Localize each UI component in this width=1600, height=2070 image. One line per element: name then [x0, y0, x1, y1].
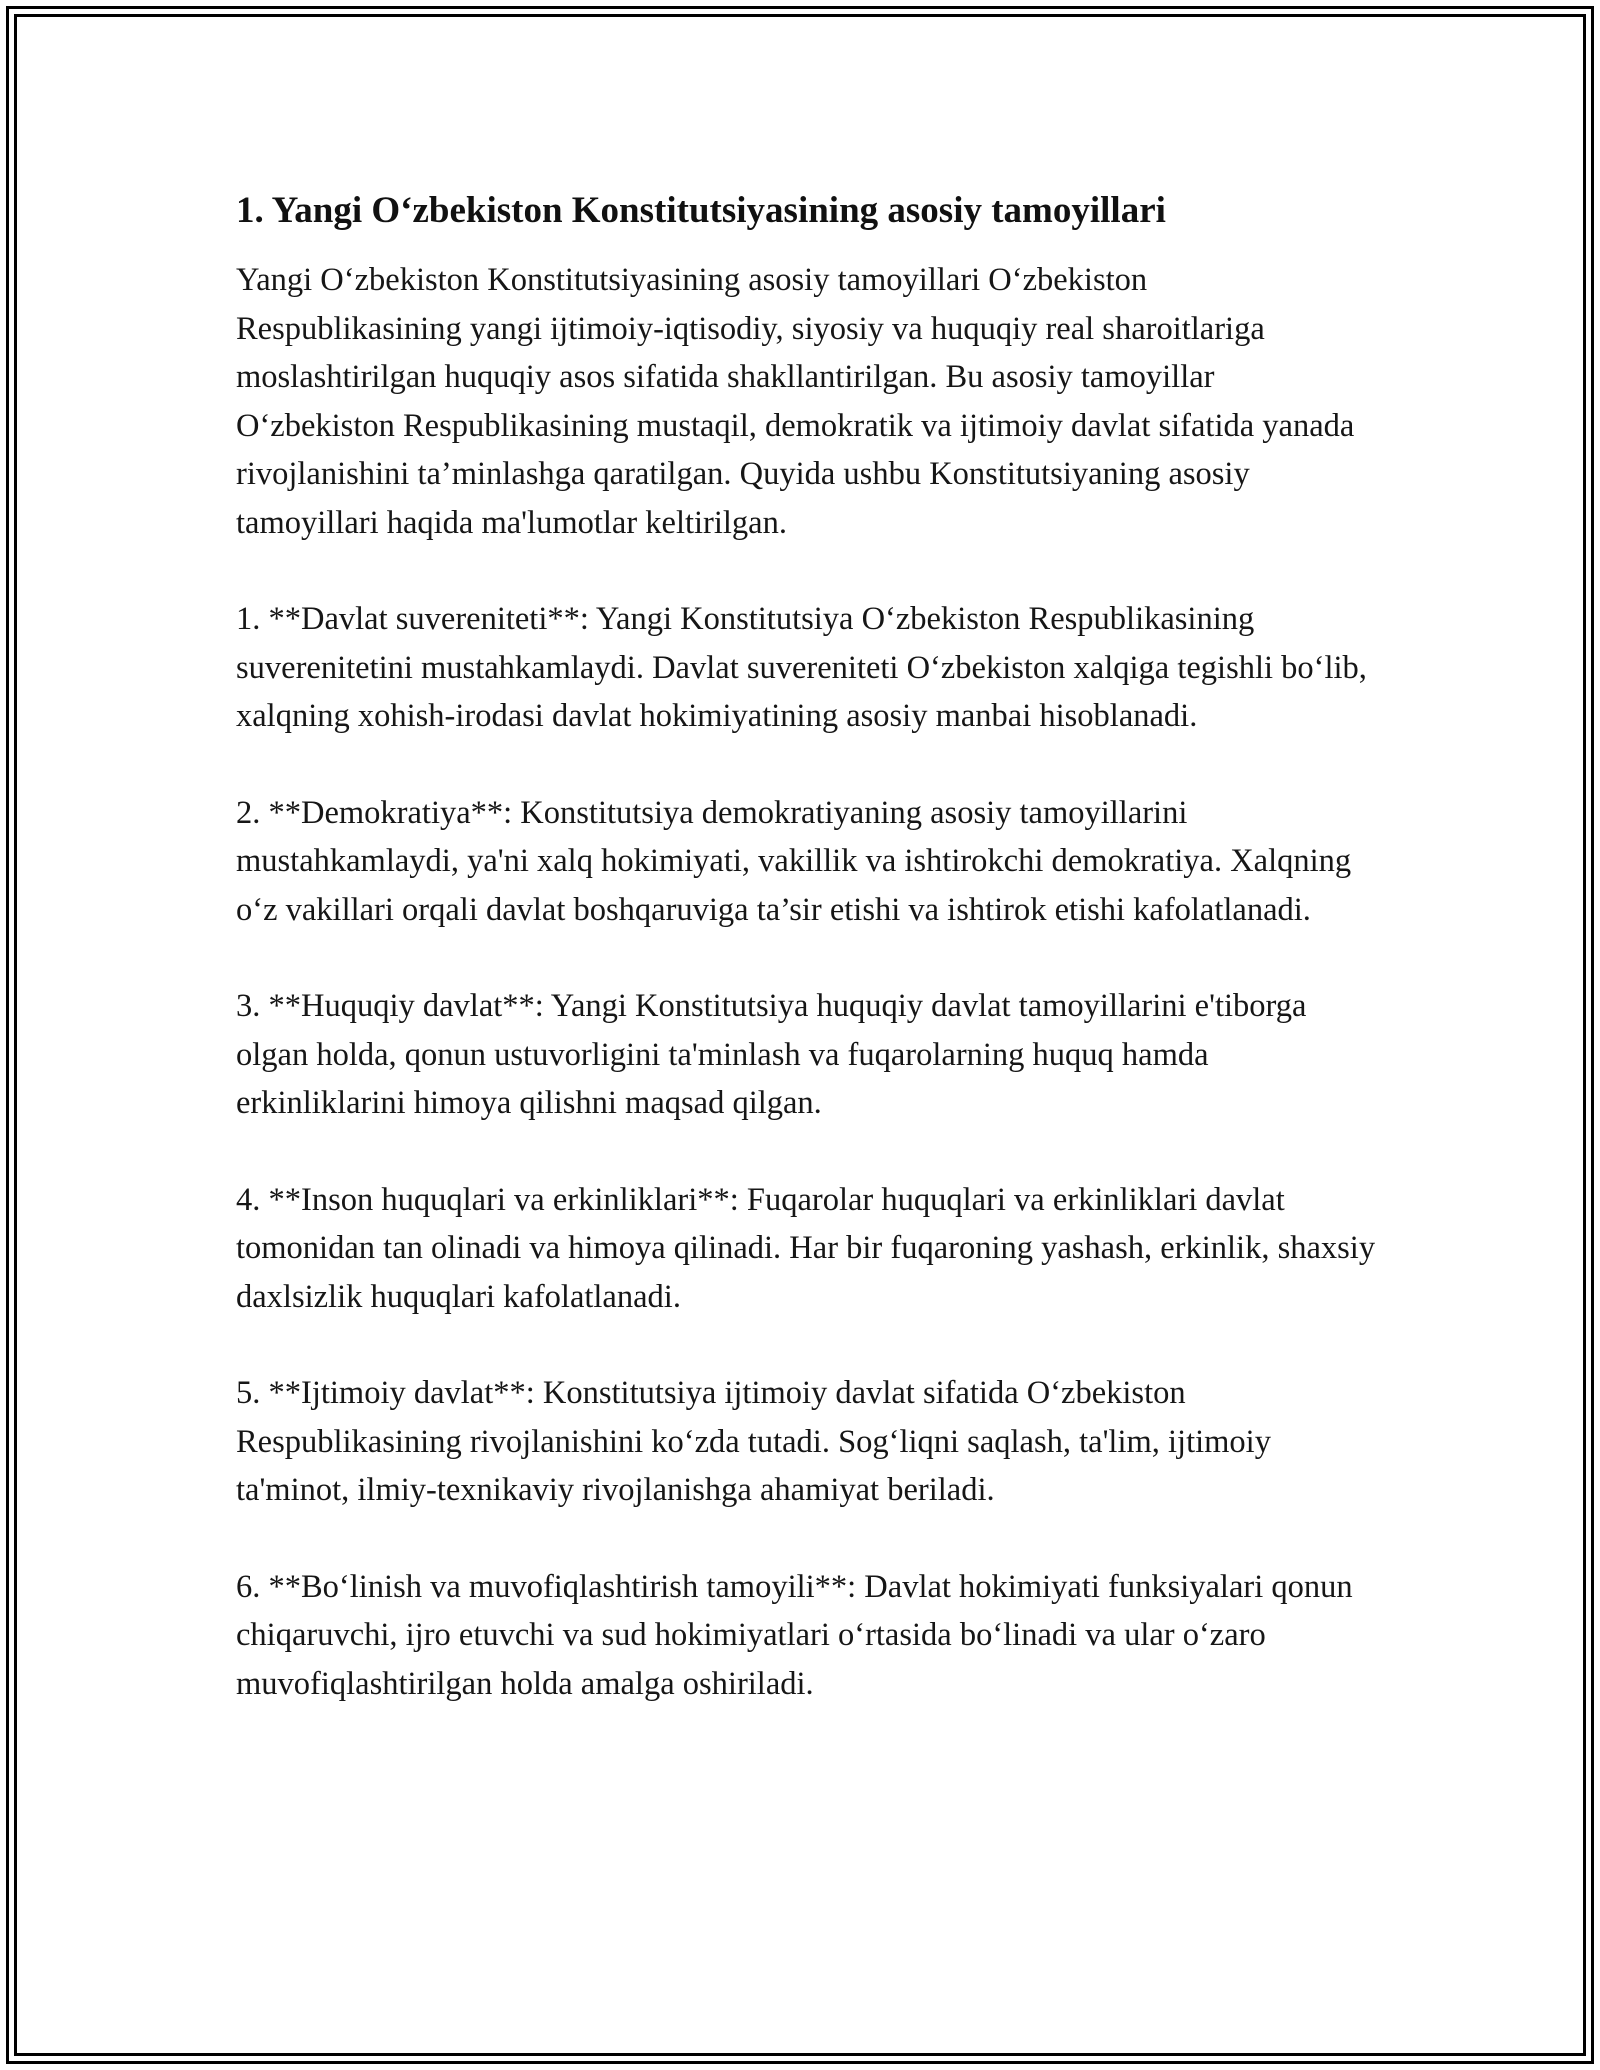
principle-item-3: 3. **Huquqiy davlat**: Yangi Konstitutsiya huquqiy davlat tamoyillarini e'tiborga olgan holda, qonun ustuvorligini ta'minlash va fuqarolarning huquq hamda erkinliklarini himoya qilishni maqsad qilgan.	[236, 988, 1307, 1121]
intro-paragraph: Yangi O‘zbekiston Konstitutsiyasining asosiy tamoyillari O‘zbekiston Respublikasining yangi ijtimoiy-iqtisodiy, siyosiy va huquqiy real sharoitlariga moslashtirilgan huquqiy asos sifatida shakllantirilgan. Bu asosiy tamoyillar O‘zbekiston Respublikasining mustaqil, demokratik va ijtimoiy davlat sifatida yanada rivojlanishini ta’minlashga qaratilgan. Quyida ushbu Konstitutsiyaning asosiy tamoyillari haqida ma'lumotlar keltirilgan.	[236, 262, 1355, 541]
principle-item-1: 1. **Davlat suvereniteti**: Yangi Konstitutsiya O‘zbekiston Respublikasining suverenitetini mustahkamlaydi. Davlat suvereniteti O‘zbekiston xalqiga tegishli bo‘lib, xalqning xohish-irodasi davlat hokimiyatining asosiy manbai hisoblanadi.	[236, 601, 1367, 734]
document-body	[236, 186, 1376, 1756]
document-title: 1. Yangi O‘zbekiston Konstitutsiyasining asosiy tamoyillari	[236, 190, 1166, 231]
principle-item-4: 4. **Inson huquqlari va erkinliklari**: Fuqarolar huquqlari va erkinliklari davlat tomonidan tan olinadi va himoya qilinadi. Har bir fuqaroning yashash, erkinlik, shaxsiy daxlsizlik huquqlari kafolatlanadi.	[236, 1181, 1376, 1315]
principle-item-5: 5. **Ijtimoiy davlat**: Konstitutsiya ijtimoiy davlat sifatida O‘zbekiston Respublikasining rivojlanishini ko‘zda tutadi. Sog‘liqni saqlash, ta'lim, ijtimoiy ta'minot, ilmiy-texnikaviy rivojlanishga ahamiyat beriladi.	[236, 1375, 1271, 1508]
principle-item-2: 2. **Demokratiya**: Konstitutsiya demokratiyaning asosiy tamoyillarini mustahkamlaydi, ya'ni xalq hokimiyati, vakillik va ishtirokchi demokratiya. Xalqning o‘z vakillari orqali davlat boshqaruviga ta’sir etishi va ishtirok etishi kafolatlanadi.	[236, 794, 1352, 928]
principle-item-6: 6. **Bo‘linish va muvofiqlashtirish tamoyili**: Davlat hokimiyati funksiyalari qonun chiqaruvchi, ijro etuvchi va sud hokimiyatlari o‘rtasida bo‘linadi va ular o‘zaro muvofiqlashtirilgan holda amalga oshiriladi.	[236, 1568, 1353, 1702]
